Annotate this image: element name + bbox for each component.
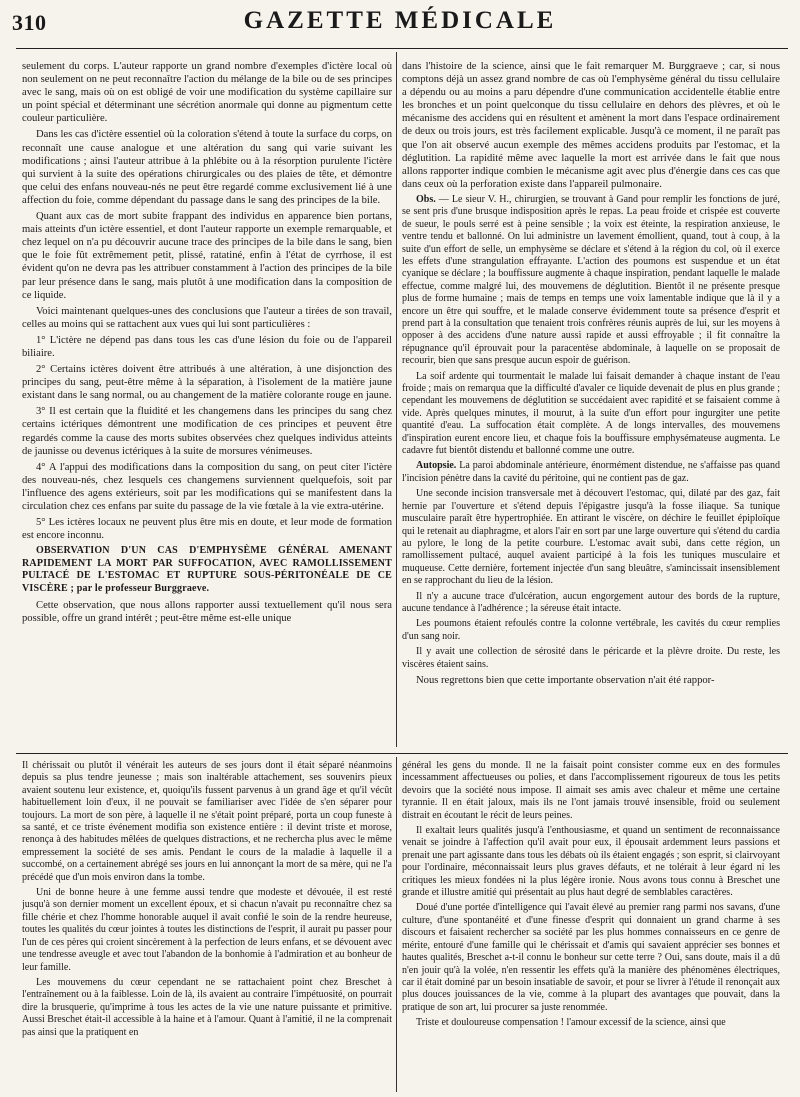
paragraph: Cette observation, que nous allons rapporter aussi textuellement qu'il nous sera possible, offre un grand intérêt ; peut-être même est-elle unique [22, 599, 392, 624]
paragraph: Il n'y a aucune trace d'ulcération, aucun engorgement autour des bords de la rupture, aucune tendance à l'adhérence ; la séreuse était intacte. [402, 590, 780, 614]
paragraph: Triste et douloureuse compensation ! l'amour excessif de la science, ainsi que [416, 1017, 726, 1029]
conclusion-item: 4° A l'appui des modifications dans la composition du sang, on peut citer l'ictère des nouveau-nés, chez lesquels ces changemens surviennent quelquefois, soit par l'influence des agens extérieurs, soit par les modifications qui se manifestent dans la circulation chez ces enfans par suite du passage de la vie fœtale à la vie extra-utérine. [22, 461, 392, 512]
column-right-lower [402, 760, 780, 1090]
paragraph: dans l'histoire de la science, ainsi que le fait remarquer M. Burggraeve ; car, si nous comptons déjà un assez grand nombre de cas où l'emphysème général du tissu cellulaire a dépendu ou au moins a paru dépendre d'une communication accidentelle établie entre les bronches et un point quelconque du tissu cellulaire en dehors des plèvres, et où le mécanisme des accidens qui en résultent et amènent la mort dans l'espace ordinairement de deux ou trois jours, est très facilement explicable. Jusqu'à ce moment, il ne paraît pas que l'on ait observé aucun exemple des mêmes accidens produits par l'estomac, et la déglutition. La rapidité même avec laquelle la mort est arrivée dans le fait que nous allons rapporter indique combien le mécanisme agit avec plus d'énergie dans ces cas que dans ceux où la perforation existe dans l'appareil pulmonaire. [402, 61, 780, 190]
section-rule [16, 753, 788, 754]
conclusion-item: 1° L'ictère ne dépend pas dans tous les cas d'une lésion du foie ou de l'appareil biliaire. [22, 334, 392, 359]
header-rule [16, 48, 788, 49]
conclusion-item: 2° Certains ictères doivent être attribués à une altération, à une disjonction des principes du sang, peut-être même à la séparation, à l'isolement de la matière jaune existant dans le sang normal, ou au changement de la matière colorante rouge en jaune. [22, 364, 392, 402]
obs-label: Obs. [416, 193, 436, 205]
paragraph: Une seconde incision transversale met à découvert l'estomac, qui, dilaté par des gaz, fait hernie par l'ouverture et s'étend depuis l'épigastre jusqu'à la fosse iliaque. Sa tunique musculaire paraît être hypertrophiée. En attirant le viscère, on déchire le feuillet épiploïque qui le retenait au diaphragme, et alors l'air en sort par une large ouverture qui s'étend du cardia au pylore, le long de la petite courbure. L'estomac avait subi, dans cette région, un ramollissement pultacé, auquel avaient participé à la fois les tuniques musculaire et muqueuse. Cette dernière, fortement injectée d'un sang bleuâtre, s'amincissait insensiblement en se rapprochant du lieu de la lésion. [402, 488, 780, 587]
autopsy-paragraph [402, 460, 780, 485]
observation-heading: OBSERVATION D'UN CAS D'EMPHYSÈME GÉNÉRAL AMENANT RAPIDEMENT LA MORT PAR SUFFOCATION, AVEC RAMOLLISSEMENT PULTACÉ DE L'ESTOMAC ET RUPTURE SOUS-PÉRITONÉALE DE CE VISCÈRE ; par le professeur Burggraeve. [22, 545, 392, 595]
paragraph: Il chérissait ou plutôt il vénérait les auteurs de ses jours dont il était séparé néanmoins depuis sa plus tendre jeunesse ; mais son inaltérable attachement, ses souvenirs pieux avaient soutenu leur existence, et, quoiqu'ils fussent parvenus à un grand âge et qu'il vécût habituellement loin d'eux, il ne pouvait se familiariser avec l'idée de s'en séparer pour toujours. La mort de son père, à laquelle il ne s'était point préparé, porta un coup funeste à sa santé, et ce triste événement modifia son existence entière : il devint triste et morose, renonça à des habitudes mêlées de quelques distractions, et ne rechercha plus avec le même empressement la société de ses amis. Pendant le cours de la maladie à laquelle il a succombé, on a certainement abrégé ses jours en lui annonçant la mort de sa mère, qui ne l'a précédé que d'un mois environ dans la tombe. [22, 760, 392, 883]
paragraph: La soif ardente qui tourmentait le malade lui faisait demander à chaque instant de l'eau froide ; mais on remarqua que la difficulté d'avaler ce liquide devenait de plus en plus grande ; cependant les mouvemens de déglutition se succédaient avec rapidité et se faisaient comme à vide. Après quelques minutes, il mourut, à la suite d'un effort pour ingurgiter une petite quantité d'eau. La suffocation était complète. A de longs intervalles, des mouvemens d'inspiration eurent encore lieu, et chaque fois la bouffissure emphysémateuse augmenta. Le cadavre fut bientôt distendu et ballonné comme une outre. [402, 370, 780, 457]
masthead-title: GAZETTE MÉDICALE [243, 7, 557, 34]
page-header [12, 7, 788, 44]
paragraph: Doué d'une portée d'intelligence qui l'avait élevé au premier rang parmi nos savans, d'une culture, d'une spontanéité et d'une finesse d'esprit qui donnaient un grand charme à ses discours et faisaient rechercher sa société par les plus hommes connaisseurs en ce genre de mérite, entouré d'une famille qui le chérissait et d'amis qui savaient apprécier ses bonnes et hautes qualités, Breschet a-t-il connu le bonheur sur cette terre ? Oui, sans doute, mais il a dû n'en jouir qu'à la volée, n'en ressentir les effets qu'à la manière des phénomènes électriques, car il était dominé par un besoin insatiable de savoir, et pour se livrer à l'étude il renonçait aux plus douces jouissances de la vie, comme à la plupart des avantages que pouvait, dans la pratique de son art, lui procurer sa juste renommée. [402, 902, 780, 1013]
column-left-upper [22, 60, 392, 750]
column-divider-top [396, 52, 397, 747]
paragraph: Quant aux cas de mort subite frappant des individus en apparence bien portans, mais atteints d'un ictère essentiel, et dont l'auteur rapporte un exemple remarquable, et chez lequel on n'a pu découvrir aucune trace des principes de la bile dans le sang, bien que le foie fût extrêmement petit, plissé, ratatiné, enfin à l'état de cyrrhose, il est évident qu'on ne devra pas les attribuer constamment à l'action des principes de la bile par leur présence dans le sang, mais plutôt à une modification dans la composition de ce liquide. [22, 211, 392, 301]
page-number: 310 [12, 10, 47, 35]
paragraph: Il exaltait leurs qualités jusqu'à l'enthousiasme, et quand un sentiment de reconnaissance venait se joindre à l'affection qu'il avait pour eux, il épousait ardemment leurs passions et prenait une part agissante dans tous les débats où ils étaient engagés ; son esprit, si clairvoyant pour l'ordinaire, méconnaissait leurs plus graves défauts, et ne tolérait à leur égard ni les critiques les mieux fondées ni la plus légère ironie. Nous avons tous connu à Breschet une grande et illustre amitié qui présentait au plus haut degré de semblables caractères. [402, 825, 780, 899]
paragraph: seulement du corps. L'auteur rapporte un grand nombre d'exemples d'ictère local où non seulement on ne peut reconnaître l'action du mélange de la bile ou de ses principes avec le sang, mais où on est obligé de voir une modification du système capillaire sur un point spécial et déterminant une sécrétion anormale qui donne au pigmentum cette couleur particulière. [22, 61, 392, 125]
paragraph: Il y avait une collection de sérosité dans le péricarde et la plèvre droite. Du reste, les viscères étaient sains. [402, 646, 780, 670]
column-right-upper [402, 60, 780, 750]
paragraph: Uni de bonne heure à une femme aussi tendre que modeste et dévouée, il est resté jusqu'à son dernier moment un excellent époux, et si chacun n'avait pu reconnaître chez sa fille chérie et chez l'homme honorable auquel il avait confié le soin de la rendre heureuse, toutes les qualités du cœur jointes à toutes les distinctions de l'esprit, il aurait pu passer pour l'un de ces pères qui croient sincèrement à la perfection de leurs enfans, et se dévouent avec une tendresse aveugle et avec tout l'abandon de la bonhomie à l'admiration et au bonheur de leur famille. [22, 887, 392, 973]
paragraph: Voici maintenant quelques-unes des conclusions que l'auteur a tirées de son travail, celles au moins qui se rattachent aux vues qui lui sont particulières : [22, 305, 392, 330]
column-divider-bottom [396, 757, 397, 1092]
paragraph: Nous regrettons bien que cette importante observation n'ait été rappor- [416, 674, 715, 686]
autopsie-text: La paroi abdominale antérieure, énormément distendue, ne s'affaisse pas quand l'incision pénètre dans la cavité du péritoine, qui ne contient pas de gaz. [402, 460, 780, 484]
conclusion-item: 3° Il est certain que la fluidité et les changemens dans les principes du sang chez certains ictériques démontrent une modification de ces principes et peuvent être regardés comme la cause des morts subites observées chez quelques individus atteints de jaunisse ou devenus ictériques à la suite de morsures vénimeuses. [22, 406, 392, 457]
observation-paragraph [402, 194, 780, 368]
column-left-lower [22, 760, 392, 1090]
conclusion-item: 5° Les ictères locaux ne peuvent plus être mis en doute, et leur mode de formation est encore inconnu. [22, 517, 392, 542]
paragraph: Dans les cas d'ictère essentiel où la coloration s'étend à toute la surface du corps, on reconnaît une cause analogue et une altération du sang qui varie suivant les modifications ; ainsi l'auteur attribue à la phlébite ou à la résorption purulente l'ictère qui survient à la suite des opérations chirurgicales ou des plaies de tête, et démontre que celui des enfans nouveau-nés ne peut être regardé comme exclusivement lié à une affection du foie, comme dépendant du passage dans le sang des principes de la bile. [22, 129, 392, 206]
paragraph: général les gens du monde. Il ne la faisait point consister comme eux en des formules incessamment affectueuses ou polies, et dans l'accomplissement rigoureux de tous les petits devoirs que la société nous impose. Il aimait ses amis avec chaleur et même une certaine tyrannie. Il en était jaloux, mais ils ne l'ont jamais trouvé insensible, froid ou seulement distrait en écoutant le récit de leurs peines. [402, 760, 780, 821]
paragraph: Les poumons étaient refoulés contre la colonne vertébrale, les cavités du cœur remplies d'un sang noir. [402, 618, 780, 642]
obs-text: — Le sieur V. H., chirurgien, se trouvant à Gand pour remplir les fonctions de juré, se sent pris d'une brusque indisposition après le repas. La peau froide et crispée est couverte de sueur, le pouls serré est à peine sensible ; la voix est éteinte, la respiration anxieuse, le ventre tendu et ballonné. On lui administre un lavement émollient, quand, tout à coup, à la suite d'un effort de selle, un emphysème se déclare et s'étend à la région du col, où il exerce les effets d'une strangulation effrayante. L'action des poumons est suspendue et un état cyanique se déclare ; la bouffissure augmente à chaque inspiration, pendant laquelle le malade effectue, comme malgré lui, des mouvemens de déglutition. Bientôt il ne présente presque plus de forme humaine ; mais de temps en temps une voix lamentable indique que là il y a encore un être qui souffre, et le malade conserve évidemment toute sa présence d'esprit et prend part à la consultation que tenaient trois confrères réunis auprès de lui, sur les moyens à opposer à des accidens d'une nature aussi rapide et aussi effroyable ; il fit connaître la répugnance qu'il éprouvait pour la paracentèse abdominale, à laquelle on se proposait de recourir, bien que sans presque aucun espoir de guérison. [402, 193, 780, 367]
autopsie-label: Autopsie. [416, 460, 457, 472]
paragraph: Les mouvemens du cœur cependant ne se rattachaient point chez Breschet à l'entraînement ou à la faiblesse. Loin de là, ils avaient au contraire l'impétuosité, on pourrait dire la brusquerie, qu'imprime à tous les actes de la vie une nature puissante et primitive. Aussi Breschet était-il accessible à la haine et à l'amour. Quant à l'amitié, il ne la comprenait pas ainsi que la pratiquent en [22, 976, 392, 1038]
